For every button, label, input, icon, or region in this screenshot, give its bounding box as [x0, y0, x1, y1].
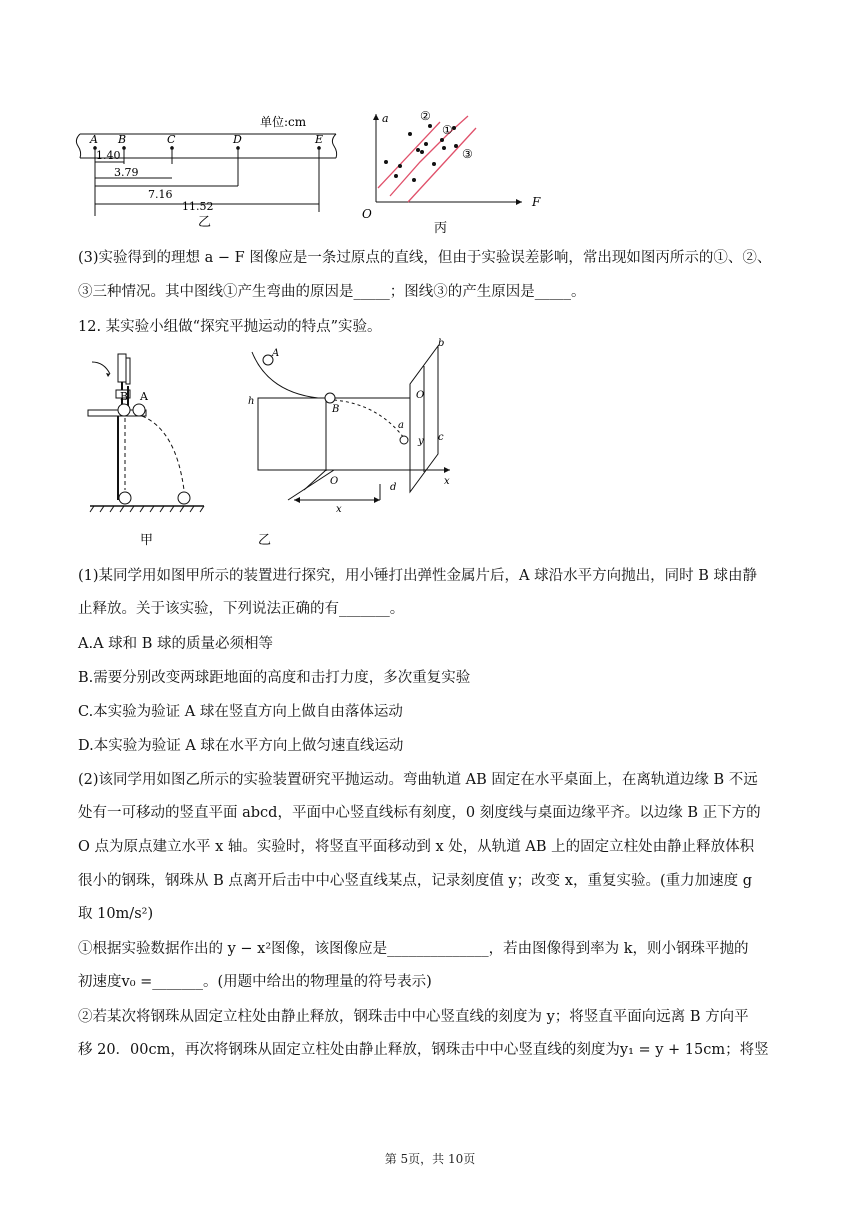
- q12-part2-line5: 取 10m/s²): [78, 906, 154, 922]
- q12-option-c: C.本实验为验证 A 球在竖直方向上做自由落体运动: [78, 704, 403, 720]
- apparatus-yi-label-a: A: [272, 348, 280, 359]
- apparatus-yi-caption: 乙: [258, 533, 272, 548]
- apparatus-yi-label-d: d: [390, 482, 397, 493]
- apparatus-yi-label-a-plane: a: [398, 420, 404, 431]
- tape-dist-ae: 11.52: [182, 200, 214, 213]
- apparatus-yi-label-b-plane: b: [438, 338, 445, 349]
- apparatus-yi-label-b: B: [332, 404, 340, 415]
- apparatus-jia-label-b: B: [120, 390, 129, 403]
- apparatus-yi-label-y: y: [418, 436, 424, 447]
- q12-option-b: B.需要分别改变两球距地面的高度和击打力度，多次重复实验: [78, 670, 471, 686]
- tape-point-c: C: [167, 133, 176, 146]
- tape-point-e: E: [315, 133, 324, 146]
- q11-part3-line1: (3)实验得到的理想 a − F 图像应是一条过原点的直线，但由于实验误差影响，常出现如图丙所示的①、②、: [78, 250, 772, 266]
- apparatus-yi-label-o-bottom: O: [330, 476, 339, 487]
- tape-dist-ac: 3.79: [114, 166, 139, 179]
- apparatus-yi-label-x-dist: x: [336, 504, 342, 515]
- graph-x-label: F: [532, 195, 541, 209]
- graph-y-label: a: [382, 112, 389, 125]
- apparatus-jia-figure: [84, 350, 224, 550]
- af-graph-figure: [360, 104, 560, 236]
- graph-line-3-label: ③: [462, 147, 473, 161]
- tape-figure: [70, 108, 350, 230]
- apparatus-yi-label-x-axis: x: [444, 476, 450, 487]
- apparatus-yi-label-o-top: O: [416, 390, 425, 401]
- graph-caption: 丙: [434, 221, 448, 236]
- q12-part1-line1: (1)某同学用如图甲所示的装置进行探究，用小锤打出弹性金属片后，A 球沿水平方向抛出，同时 B 球由静: [78, 568, 757, 584]
- graph-line-2-label: ②: [420, 109, 431, 123]
- q12-part2-line3: O 点为原点建立水平 x 轴。实验时，将竖直平面移动到 x 处，从轨道 AB 上的固定立柱处由静止释放体积: [78, 839, 755, 855]
- apparatus-yi-figure: [238, 338, 468, 550]
- q12-part2-line2: 处有一可移动的竖直平面 abcd，平面中心竖直线标有刻度，0 刻度线与桌面边缘平齐。以边缘 B 正下方的: [78, 805, 761, 821]
- tape-dist-ad: 7.16: [148, 188, 173, 201]
- tape-point-a: A: [90, 133, 98, 146]
- tape-unit-label: 单位:cm: [260, 115, 307, 129]
- q12-option-a: A.A 球和 B 球的质量必须相等: [78, 636, 274, 652]
- q12-part2-line4: 很小的钢珠，钢珠从 B 点离开后击中中心竖直线某点，记录刻度值 y；改变 x，重复实验。(重力加速度 g: [78, 873, 753, 889]
- q12-sub1-line2: 初速度v₀ =_______。(用题中给出的物理量的符号表示): [78, 974, 432, 990]
- graph-origin-label: O: [362, 207, 372, 221]
- tape-dist-ab: 1.40: [96, 149, 121, 162]
- apparatus-jia-label-a: A: [140, 390, 148, 403]
- q11-part3-line2: ③三种情况。其中图线①产生弯曲的原因是_____；图线③的产生原因是_____。: [78, 284, 586, 300]
- tape-point-b: B: [118, 133, 127, 146]
- q12-option-d: D.本实验为验证 A 球在水平方向上做匀速直线运动: [78, 738, 404, 754]
- q12-title: 12. 某实验小组做“探究平抛运动的特点”实验。: [78, 319, 382, 335]
- q12-sub2-line2: 移 20．00cm，再次将钢珠从固定立柱处由静止释放，钢珠击中中心竖直线的刻度为y₁ = y + 15cm；将竖: [78, 1042, 769, 1058]
- q12-sub1-line1: ①根据实验数据作出的 y − x²图像，该图像应是______________，若由图像得到率为 k，则小钢珠平抛的: [78, 941, 749, 957]
- apparatus-yi-label-h: h: [248, 396, 255, 407]
- graph-line-1-label: ①: [442, 123, 453, 137]
- q12-part2-line1: (2)该同学用如图乙所示的实验装置研究平抛运动。弯曲轨道 AB 固定在水平桌面上，在离轨道边缘 B 不远: [78, 772, 758, 788]
- q12-part1-line2: 止释放。关于该实验，下列说法正确的有_______。: [78, 601, 405, 617]
- page-footer: 第 5页，共 10页: [384, 1152, 476, 1166]
- tape-caption: 乙: [198, 215, 212, 230]
- apparatus-jia-caption: 甲: [140, 533, 154, 548]
- q12-sub2-line1: ②若某次将钢珠从固定立柱处由静止释放，钢珠击中中心竖直线的刻度为 y；将竖直平面向远离 B 方向平: [78, 1009, 749, 1025]
- apparatus-yi-label-c: c: [438, 432, 444, 443]
- tape-point-d: D: [233, 133, 242, 146]
